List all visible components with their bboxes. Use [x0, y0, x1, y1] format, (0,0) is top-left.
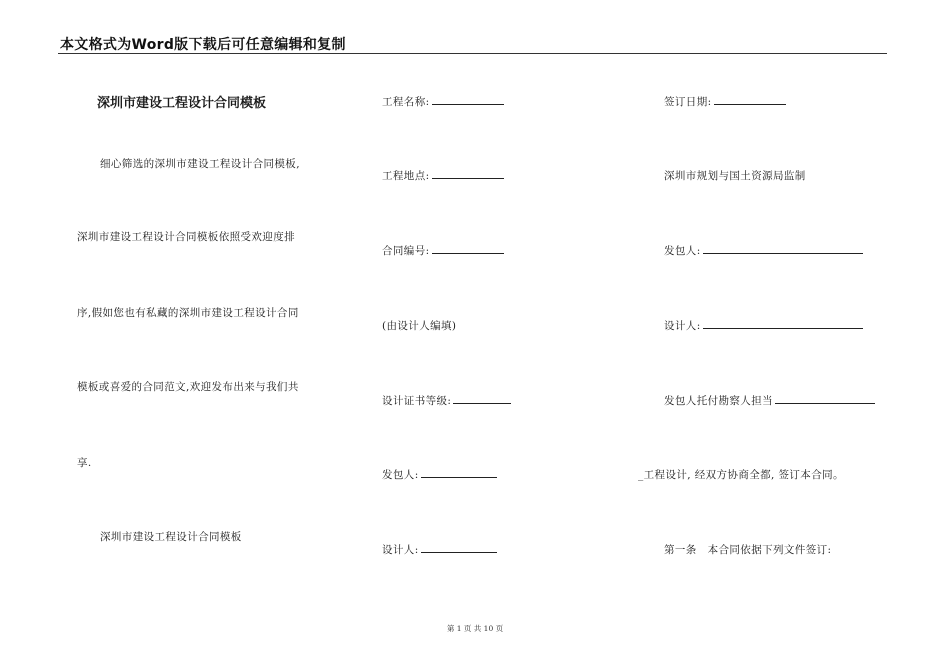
intro-line-4: 模板或喜爱的合同范文,欢迎发布出来与我们共	[77, 381, 299, 393]
mid-designer-blank	[421, 542, 497, 553]
mid-designer-field	[382, 542, 497, 557]
document-title: 深圳市建设工程设计合同模板	[97, 96, 267, 111]
project-location-label: 工程地点:	[382, 170, 430, 182]
entrust-blank	[775, 393, 875, 404]
mid-designer-label: 设计人:	[382, 544, 419, 556]
contract-no-blank	[432, 243, 504, 254]
cert-grade-field	[382, 393, 511, 408]
intro-line-5: 享.	[77, 457, 92, 469]
header-rule	[58, 53, 887, 54]
supervisor-note: 深圳市规划与国土资源局监制	[664, 170, 806, 182]
sign-date-field	[664, 94, 786, 109]
right-designer-label: 设计人:	[664, 320, 701, 332]
right-designer-blank	[703, 318, 863, 329]
cert-grade-label: 设计证书等级:	[382, 395, 452, 407]
project-name-blank	[432, 94, 504, 105]
right-client-field	[664, 243, 863, 258]
project-location-blank	[432, 168, 504, 179]
sign-date-label: 签订日期:	[664, 96, 712, 108]
entrust-field	[664, 393, 875, 408]
mid-client-blank	[421, 467, 497, 478]
right-designer-field	[664, 318, 863, 333]
designer-fill-note: (由设计人编填)	[382, 320, 457, 332]
right-client-label: 发包人:	[664, 245, 701, 257]
cert-grade-blank	[453, 393, 511, 404]
mid-client-label: 发包人:	[382, 469, 419, 481]
page-number: 第 1 页 共 10 页	[446, 624, 504, 633]
contract-no-label: 合同编号:	[382, 245, 430, 257]
project-location-field	[382, 168, 504, 183]
entrust-label: 发包人托付勘察人担当	[664, 395, 773, 407]
project-name-label: 工程名称:	[382, 96, 430, 108]
intro-line-2: 深圳市建设工程设计合同模板依照受欢迎度排	[77, 231, 295, 243]
sign-date-blank	[714, 94, 786, 105]
right-client-blank	[703, 243, 863, 254]
intro-line-1: 细心筛选的深圳市建设工程设计合同模板,	[100, 158, 300, 170]
document-banner: 本文格式为Word版下载后可任意编辑和复制	[60, 37, 346, 53]
article-1: 第一条 本合同依据下列文件签订:	[664, 544, 832, 556]
mid-client-field	[382, 467, 497, 482]
agreement-line: _工程设计, 经双方协商全都, 签订本合同。	[638, 469, 844, 481]
intro-line-3: 序,假如您也有私藏的深圳市建设工程设计合同	[77, 307, 299, 319]
contract-no-field	[382, 243, 504, 258]
subtitle: 深圳市建设工程设计合同模板	[100, 531, 242, 543]
project-name-field	[382, 94, 504, 109]
